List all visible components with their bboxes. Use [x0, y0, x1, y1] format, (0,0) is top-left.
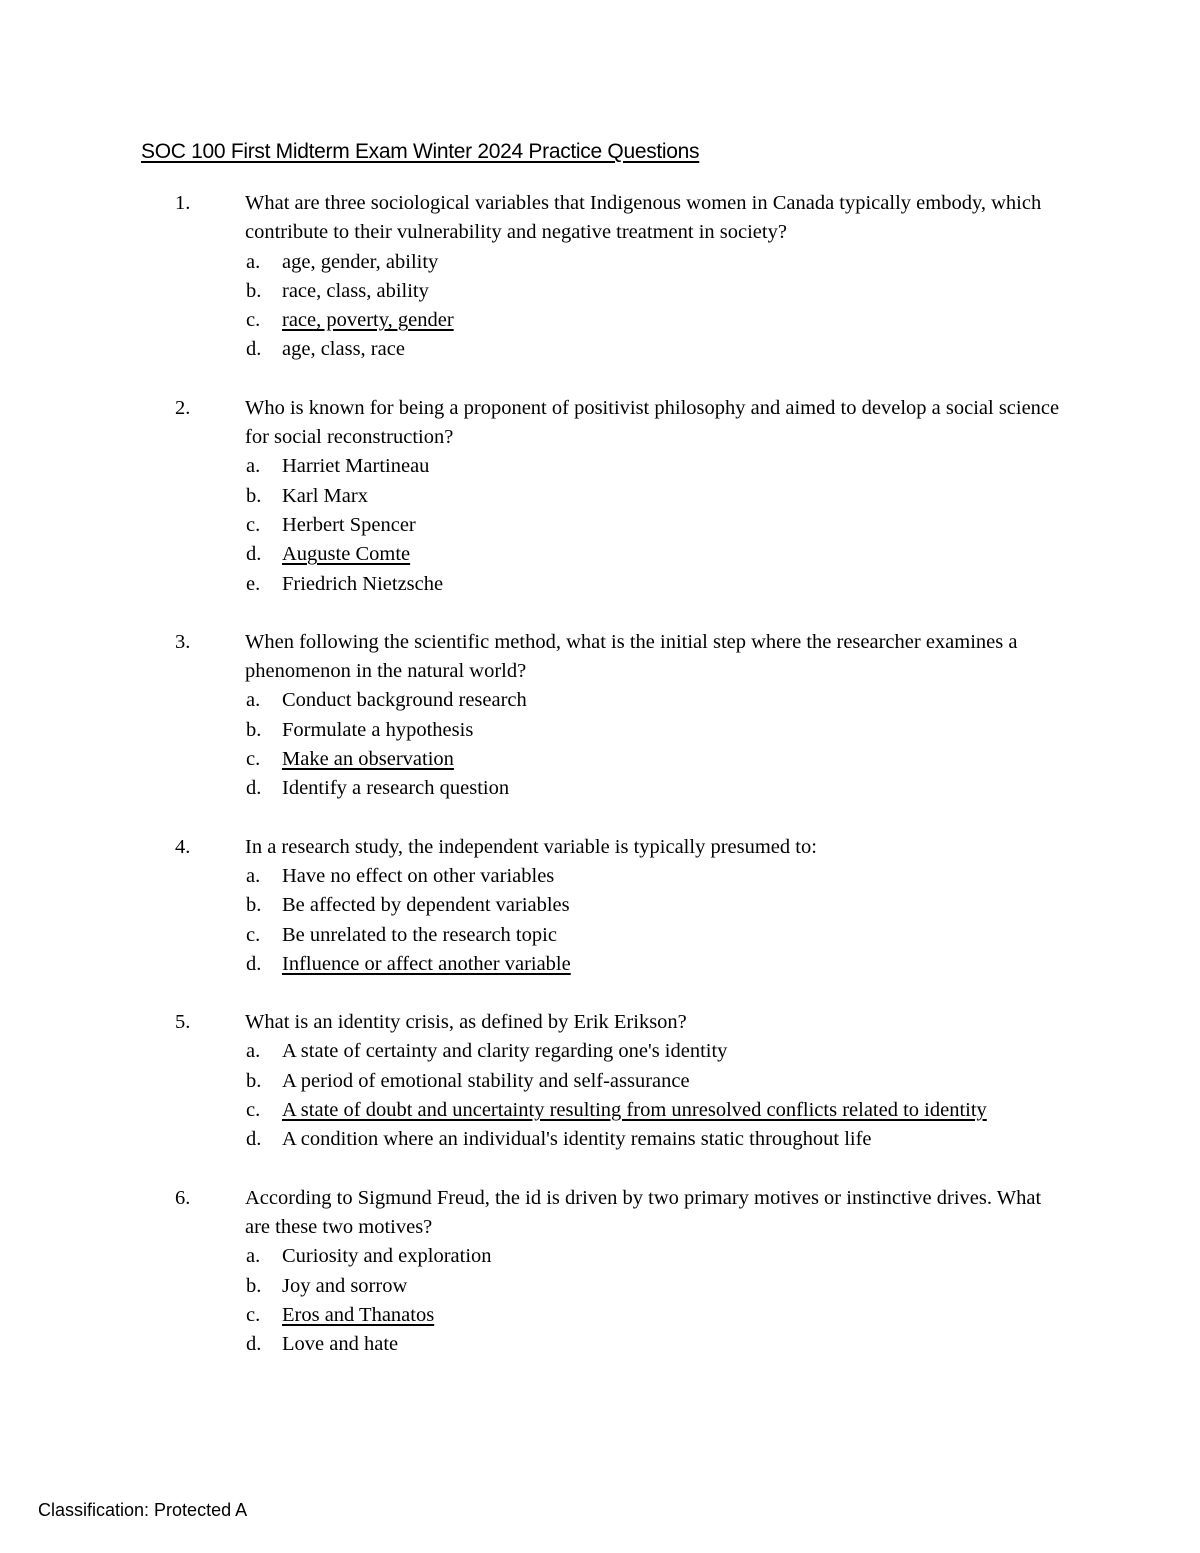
- answer-option: [0, 891, 1200, 920]
- option-text: Friedrich Nietzsche: [282, 572, 444, 595]
- option-letter: b.: [246, 484, 262, 507]
- option-text: Auguste Comte: [282, 543, 411, 566]
- classification-footer: Classification: Protected A: [38, 1500, 248, 1520]
- question-text: According to Sigmund Freud, the id is driven by two primary motives or instinctive drives. What are these two motives?: [245, 1186, 1042, 1238]
- option-letter: d.: [246, 952, 262, 975]
- option-letter: a.: [246, 250, 261, 273]
- answer-option: [0, 1125, 1200, 1154]
- page-title: SOC 100 First Midterm Exam Winter 2024 Practice Questions: [141, 140, 700, 163]
- answer-option: [0, 482, 1200, 511]
- option-letter: b.: [246, 894, 262, 917]
- option-text: Curiosity and exploration: [282, 1245, 492, 1268]
- option-text: race, poverty, gender: [282, 309, 454, 332]
- question-number: 3.: [175, 630, 191, 653]
- option-text: Be affected by dependent variables: [282, 894, 570, 917]
- question-number: 6.: [175, 1186, 191, 1209]
- question-item: [0, 1008, 1200, 1154]
- answer-options: [0, 452, 1200, 598]
- question-text: When following the scientific method, what is the initial step where the researcher examines a phenomenon in the natural world?: [245, 630, 1018, 683]
- question-text: Who is known for being a proponent of positivist philosophy and aimed to develop a social science for social reconstruction?: [245, 396, 1060, 449]
- option-text: A period of emotional stability and self-assurance: [282, 1069, 690, 1092]
- question-number: 1.: [175, 192, 191, 214]
- answer-option: [0, 774, 1200, 803]
- option-letter: c.: [246, 1303, 261, 1326]
- option-text: Influence or affect another variable: [282, 952, 571, 975]
- question-line: [0, 394, 1200, 453]
- answer-options: [0, 1242, 1200, 1359]
- option-text: A condition where an individual's identity remains static throughout life: [282, 1128, 872, 1151]
- option-text: A state of doubt and uncertainty resulting from unresolved conflicts related to identity: [282, 1099, 987, 1122]
- option-text: A state of certainty and clarity regarding one's identity: [282, 1040, 728, 1063]
- question-line: [0, 833, 1200, 862]
- question-item: [0, 189, 1200, 365]
- option-letter: b.: [246, 1069, 262, 1092]
- question-number-cell: [0, 833, 245, 862]
- option-letter: d.: [246, 1128, 262, 1151]
- question-text: What is an identity crisis, as defined by Erik Erikson?: [245, 1011, 687, 1034]
- answer-option: [0, 335, 1200, 364]
- answer-options: [0, 1037, 1200, 1154]
- option-text: Harriet Martineau: [282, 455, 430, 478]
- option-letter: c.: [246, 1099, 261, 1122]
- option-text: Karl Marx: [282, 484, 368, 507]
- option-letter: b.: [246, 1274, 262, 1297]
- question-line: [0, 189, 1200, 248]
- option-letter: d.: [246, 777, 262, 800]
- answer-option: [0, 511, 1200, 540]
- answer-option: [0, 1037, 1200, 1066]
- question-number-cell: [0, 189, 245, 248]
- option-text: Conduct background research: [282, 689, 527, 712]
- option-letter: b.: [246, 718, 262, 741]
- question-item: [0, 394, 1200, 599]
- answer-options: [0, 248, 1200, 365]
- option-letter: c.: [246, 513, 261, 536]
- option-letter: a.: [246, 689, 261, 712]
- question-number: 2.: [175, 396, 191, 419]
- answer-option: [0, 1272, 1200, 1301]
- option-letter: a.: [246, 455, 261, 478]
- answer-option: [0, 1242, 1200, 1271]
- question-item: [0, 628, 1200, 804]
- option-text: Make an observation: [282, 748, 454, 771]
- answer-option: [0, 570, 1200, 599]
- answer-option: [0, 452, 1200, 481]
- answer-options: [0, 686, 1200, 803]
- question-number-cell: [0, 394, 245, 453]
- option-letter: c.: [246, 309, 261, 332]
- answer-option: [0, 1067, 1200, 1096]
- option-letter: e.: [246, 572, 261, 595]
- option-letter: a.: [246, 1040, 261, 1063]
- answer-option: [0, 1330, 1200, 1359]
- option-text: age, gender, ability: [282, 250, 439, 273]
- option-text: age, class, race: [282, 338, 405, 361]
- answer-option-correct: [0, 540, 1200, 569]
- option-letter: d.: [246, 338, 262, 361]
- question-line: [0, 1008, 1200, 1037]
- answer-option-correct: [0, 306, 1200, 335]
- answer-option: [0, 248, 1200, 277]
- option-letter: c.: [246, 923, 261, 946]
- option-text: race, class, ability: [282, 279, 429, 302]
- answer-option-correct: [0, 745, 1200, 774]
- question-item: [0, 1184, 1200, 1360]
- question-list: [0, 189, 1200, 1388]
- answer-option-correct: [0, 950, 1200, 979]
- option-text: Be unrelated to the research topic: [282, 923, 557, 946]
- answer-option: [0, 716, 1200, 745]
- question-text: In a research study, the independent variable is typically presumed to:: [245, 835, 817, 858]
- option-text: Joy and sorrow: [282, 1274, 408, 1297]
- question-text: What are three sociological variables that Indigenous women in Canada typically embody, which contribute to their vulnerability and negative treatment in society?: [245, 192, 1042, 244]
- question-number: 5.: [175, 1011, 191, 1034]
- option-letter: b.: [246, 279, 262, 302]
- answer-option: [0, 277, 1200, 306]
- question-line: [0, 628, 1200, 687]
- option-text: Eros and Thanatos: [282, 1303, 435, 1326]
- option-text: Have no effect on other variables: [282, 864, 555, 887]
- option-letter: a.: [246, 1245, 261, 1268]
- option-letter: d.: [246, 543, 262, 566]
- question-line: [0, 1184, 1200, 1243]
- question-item: [0, 833, 1200, 979]
- option-text: Love and hate: [282, 1333, 399, 1356]
- answer-option-correct: [0, 1096, 1200, 1125]
- answer-option-correct: [0, 1301, 1200, 1330]
- question-number-cell: [0, 628, 245, 687]
- question-number-cell: [0, 1008, 245, 1037]
- answer-options: [0, 862, 1200, 979]
- answer-option: [0, 921, 1200, 950]
- option-text: Identify a research question: [282, 777, 510, 800]
- option-letter: c.: [246, 748, 261, 771]
- option-text: Herbert Spencer: [282, 513, 416, 536]
- option-letter: a.: [246, 864, 261, 887]
- question-number-cell: [0, 1184, 245, 1243]
- option-letter: d.: [246, 1333, 262, 1356]
- question-number: 4.: [175, 835, 191, 858]
- answer-option: [0, 686, 1200, 715]
- option-text: Formulate a hypothesis: [282, 718, 474, 741]
- answer-option: [0, 862, 1200, 891]
